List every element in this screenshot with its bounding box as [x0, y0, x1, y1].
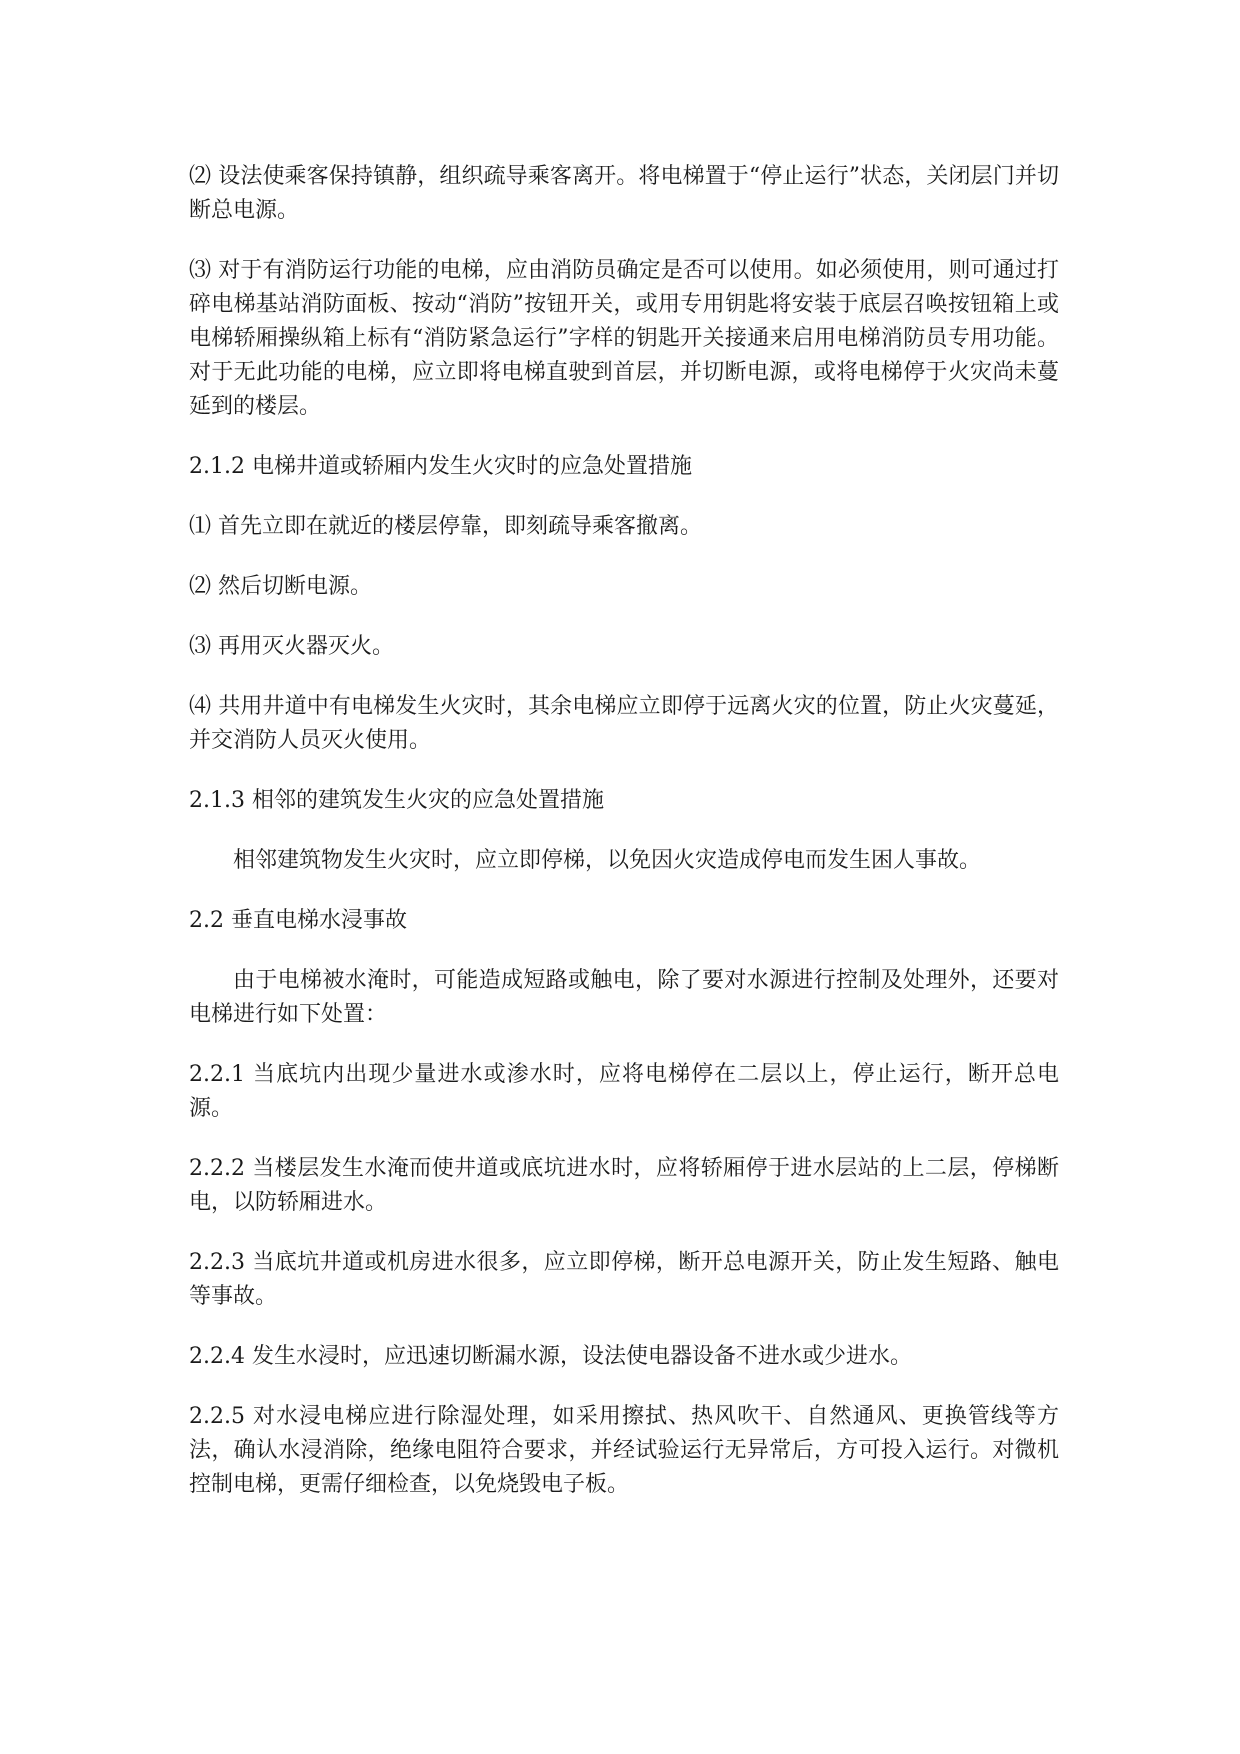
paragraph-2-2-5: 2.2.5 对水浸电梯应进行除湿处理，如采用擦拭、热风吹干、自然通风、更换管线等方法，确认水浸消除，绝缘电阻符合要求，并经试验运行无异常后，方可投入运行。对微机控制电梯，更需仔细检查，以免烧毁电子板。 [189, 1404, 1059, 1497]
section-heading-2-2: 2.2 垂直电梯水浸事故 [189, 908, 407, 933]
paragraph-11: 由于电梯被水淹时，可能造成短路或触电，除了要对水源进行控制及处理外，还要对电梯进行如下处置： [189, 968, 1059, 1027]
paragraph-2-2-4: 2.2.4 发生水浸时，应迅速切断漏水源，设法使电器设备不进水或少进水。 [189, 1344, 912, 1369]
paragraph-2-2-2: 2.2.2 当楼层发生水淹而使井道或底坑进水时，应将轿厢停于进水层站的上二层，停梯断电，以防轿厢进水。 [189, 1156, 1059, 1215]
paragraph-2-2-3: 2.2.3 当底坑井道或机房进水很多，应立即停梯，断开总电源开关，防止发生短路、触电等事故。 [189, 1250, 1059, 1309]
paragraph-4: ⑴ 首先立即在就近的楼层停靠，即刻疏导乘客撤离。 [189, 514, 702, 539]
paragraph-2-2-1: 2.2.1 当底坑内出现少量进水或渗水时，应将电梯停在二层以上，停止运行，断开总电源。 [189, 1062, 1059, 1121]
paragraph-6: ⑶ 再用灭火器灭火。 [189, 634, 394, 659]
paragraph-2: ⑶ 对于有消防运行功能的电梯，应由消防员确定是否可以使用。如必须使用，则可通过打碎电梯基站消防面板、按动“消防”按钮开关，或用专用钥匙将安装于底层召唤按钮箱上或电梯轿厢操纵箱上标有“消防紧急运行”字样的钥匙开关接通来启用电梯消防员专用功能。对于无此功能的电梯，应立即将电梯直驶到首层，并切断电源，或将电梯停于火灾尚未蔓延到的楼层。 [189, 258, 1059, 419]
section-heading-2-1-3: 2.1.3 相邻的建筑发生火灾的应急处置措施 [189, 788, 604, 813]
section-heading-2-1-2: 2.1.2 电梯井道或轿厢内发生火灾时的应急处置措施 [189, 454, 692, 479]
paragraph-7: ⑷ 共用井道中有电梯发生火灾时，其余电梯应立即停于远离火灾的位置，防止火灾蔓延，并交消防人员灭火使用。 [189, 694, 1059, 753]
paragraph-5: ⑵ 然后切断电源。 [189, 574, 372, 599]
paragraph-1: ⑵ 设法使乘客保持镇静，组织疏导乘客离开。将电梯置于“停止运行”状态，关闭层门并切断总电源。 [189, 164, 1059, 223]
document-page [189, 160, 1059, 1528]
paragraph-9: 相邻建筑物发生火灾时，应立即停梯，以免因火灾造成停电而发生困人事故。 [233, 848, 982, 873]
